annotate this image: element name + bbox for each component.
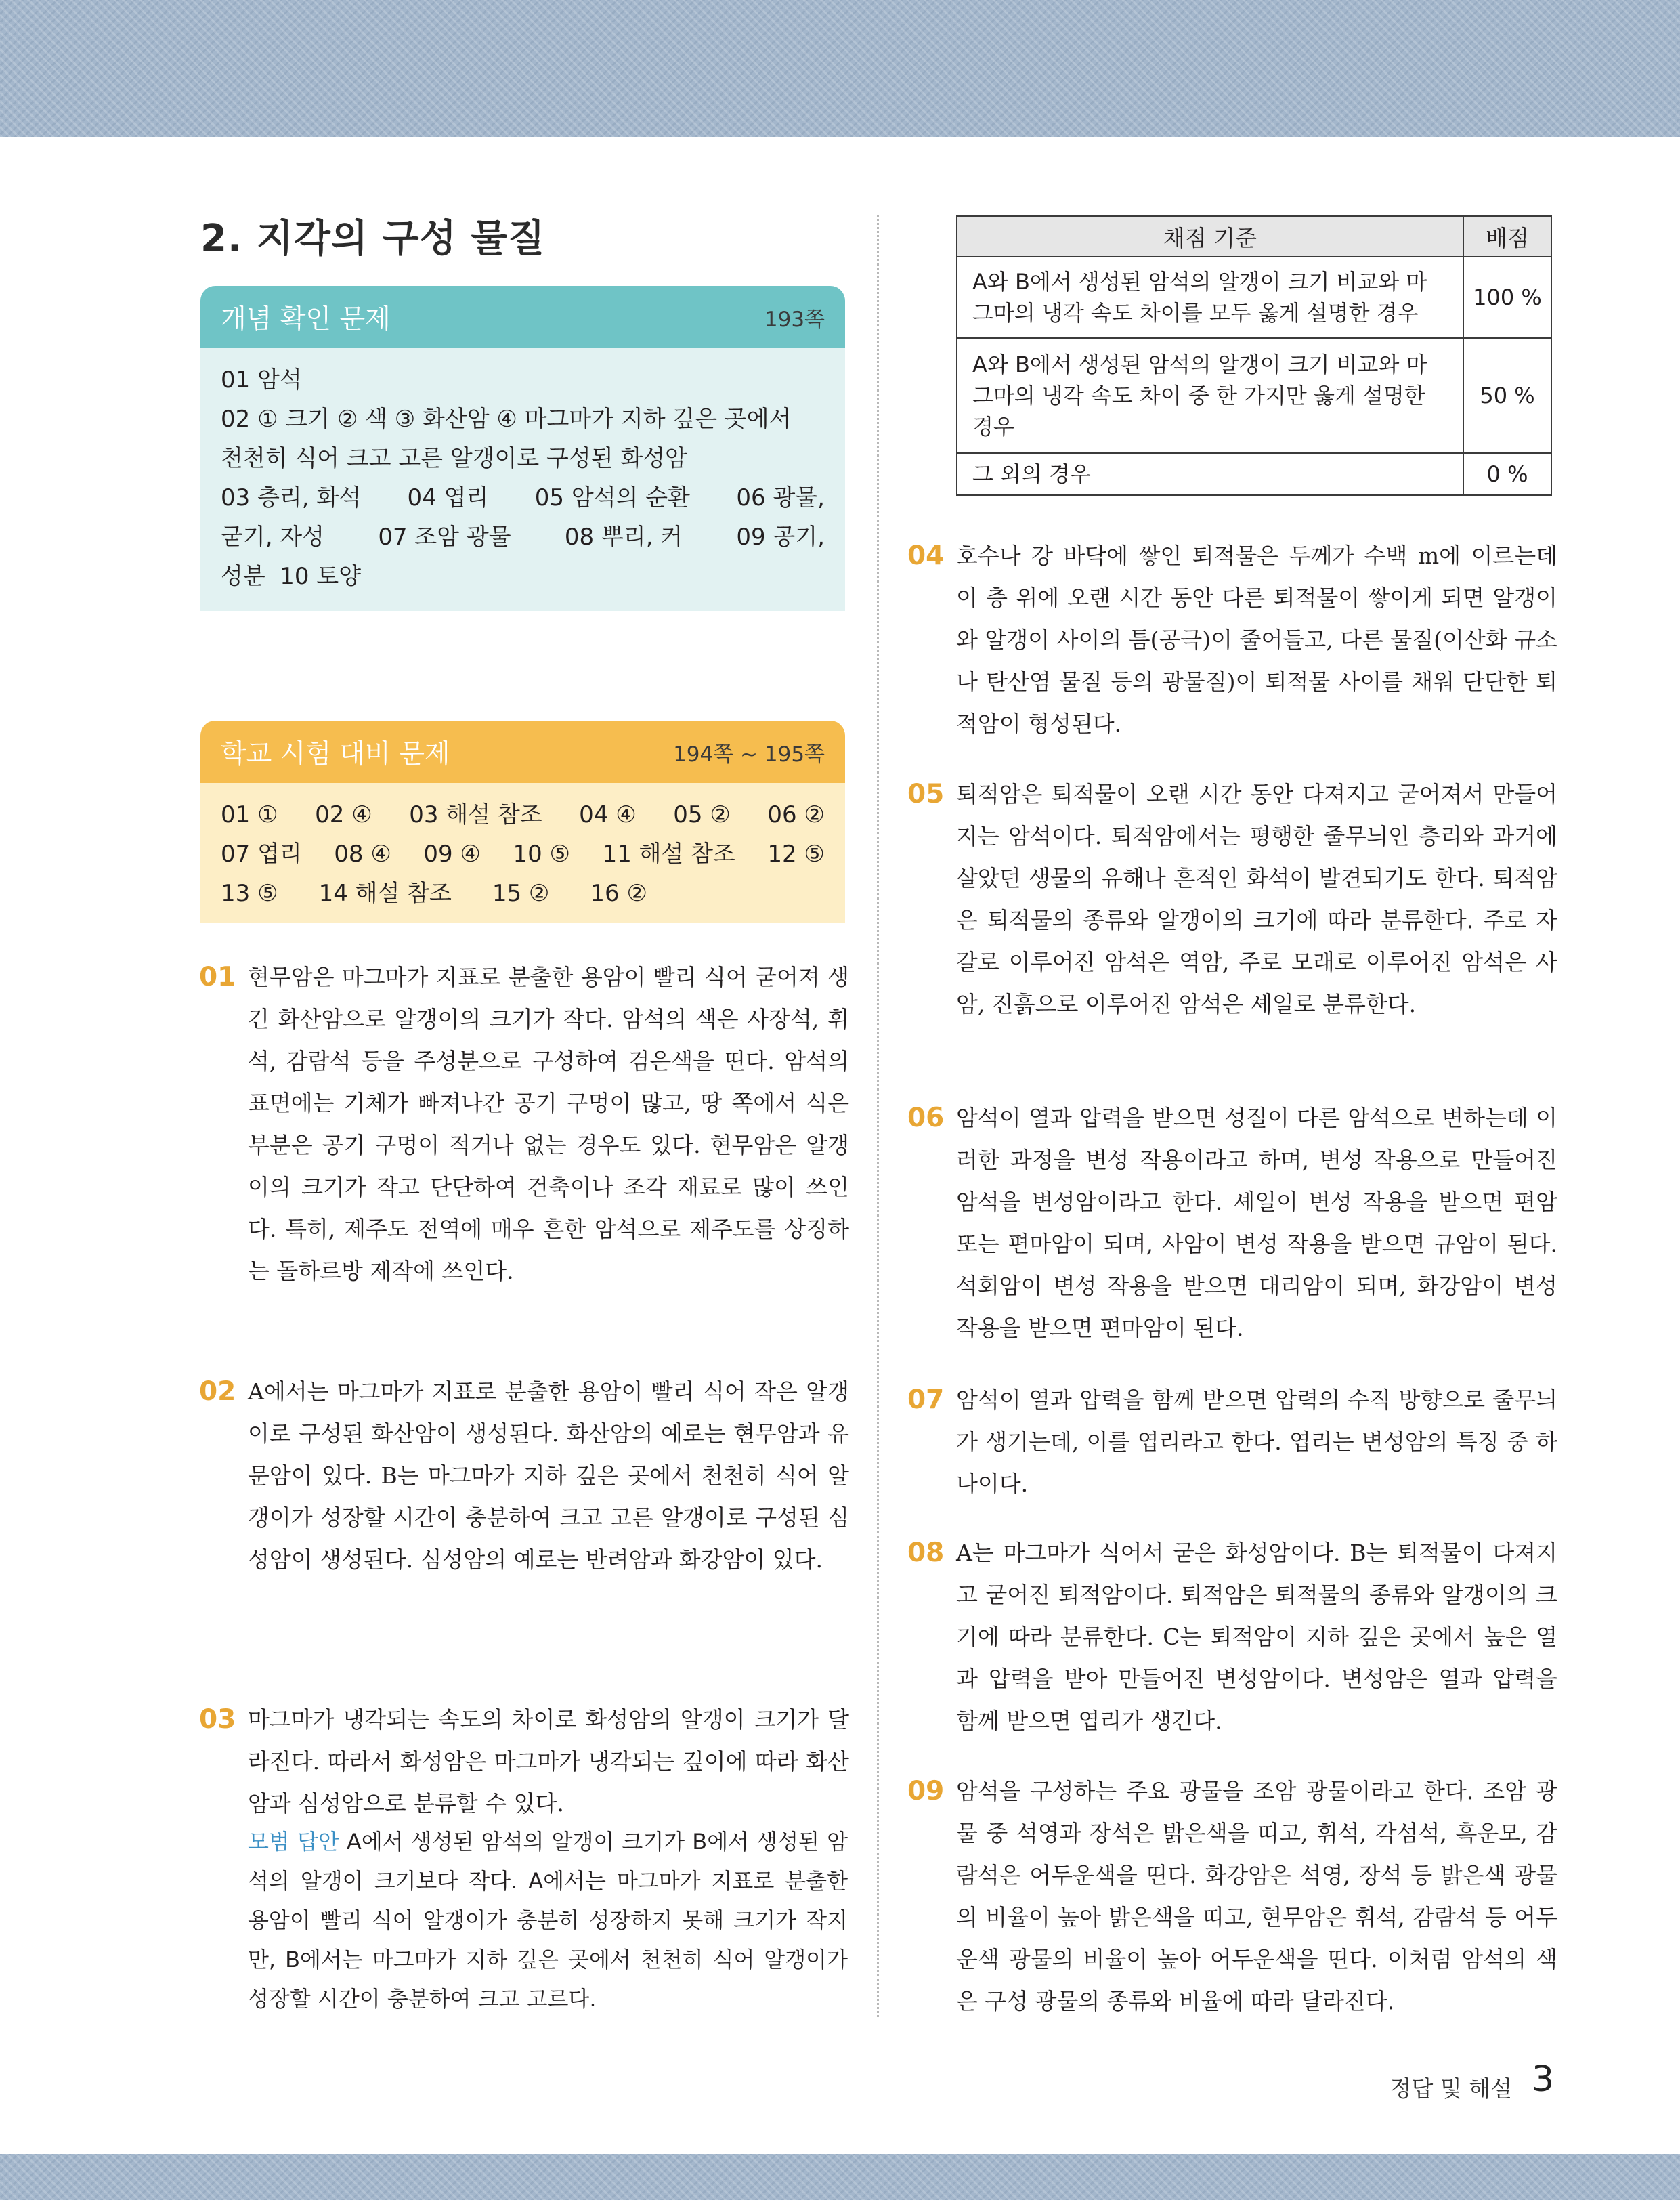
criteria-cell: A와 B에서 생성된 암석의 알갱이 크기 비교와 마그마의 냉각 속도 차이 중 한 가지만 옳게 설명한 경우: [957, 338, 1463, 453]
score-cell: 100 %: [1463, 257, 1551, 338]
concept-answer: 04 엽리: [407, 484, 489, 511]
school-answer: 08 ④: [334, 841, 391, 868]
item-number: 02: [199, 1376, 236, 1407]
concept-answer: 08 뿌리, 커: [564, 524, 683, 551]
criteria-cell: A와 B에서 생성된 암석의 알갱이 크기 비교와 마그마의 냉각 속도 차이를 모두 옳게 설명한 경우: [957, 257, 1463, 338]
item-text: 현무암은 마그마가 지표로 분출한 용암이 빨리 식어 굳어져 생긴 화산암으로 알갱이의 크기가 작다. 암석의 색은 사장석, 휘석, 감람석 등을 주성분으로 구성하여 검은색을 띤다. 암석의 표면에는 기체가 빠져나간 공기 구멍이 많고, 땅 쪽에서 식은 부분은 공기 구멍이 적거나 없는 경우도 있다. 현무암은 알갱이의 크기가 작고 단단하여 건축이나 조각 재료로 많이 쓰인다. 특히, 제주도 전역에 매우 흔한 암석으로 제주도를 상징하는 돌하르방 제작에 쓰인다.: [248, 964, 849, 1284]
school-box-body: [200, 783, 845, 923]
item-text: A에서는 마그마가 지표로 분출한 용암이 빨리 식어 작은 알갱이로 구성된 화산암이 생성된다. 화산암의 예로는 현무암과 유문암이 있다. B는 마그마가 지하 깊은 곳에서 천천히 식어 알갱이가 성장할 시간이 충분하여 크고 고른 알갱이로 구성된 심성암이 생성된다. 심성암의 예로는 반려암과 화강암이 있다.: [248, 1378, 849, 1573]
school-box-page: 194쪽 ~ 195쪽: [673, 742, 825, 767]
concept-box-header: [200, 286, 845, 348]
bottom-decor-band: [0, 2154, 1680, 2200]
concept-answer: 09 공기,: [736, 524, 825, 551]
concept-line: 성분 10 토양: [221, 563, 362, 590]
item-number: 08: [907, 1538, 945, 1568]
school-answer: 13 ⑤: [221, 880, 278, 907]
item-text: 마그마가 냉각되는 속도의 차이로 화성암의 알갱이 크기가 달라진다. 따라서 화성암은 마그마가 냉각되는 깊이에 따라 화산암과 심성암으로 분류할 수 있다.: [248, 1706, 849, 1817]
school-answer: 12 ⑤: [767, 841, 825, 868]
page-number: 3: [1532, 2059, 1555, 2100]
concept-answer: 05 암석의 순환: [534, 484, 690, 511]
school-box-title: 학교 시험 대비 문제: [221, 739, 450, 769]
criteria-cell: 그 외의 경우: [957, 453, 1463, 495]
school-answer: 15 ②: [492, 880, 550, 907]
table-header: 배점: [1463, 216, 1551, 257]
concept-answer: 07 조암 광물: [378, 524, 511, 551]
model-answer-label: 모범 답안: [248, 1829, 339, 1855]
item-number: 03: [199, 1704, 236, 1735]
item-text: 호수나 강 바닥에 쌓인 퇴적물은 두께가 수백 m에 이르는데 이 층 위에 오랜 시간 동안 다른 퇴적물이 쌓이게 되면 알갱이와 알갱이 사이의 틈(공극)이 줄어들고, 다른 물질(이산화 규소나 탄산염 물질 등의 광물질)이 퇴적물 사이를 채워 단단한 퇴적암이 형성된다.: [956, 543, 1557, 737]
score-cell: 50 %: [1463, 338, 1551, 453]
school-answer: 06 ②: [767, 801, 825, 828]
school-row: [221, 834, 825, 874]
concept-line: 천천히 식어 크고 고른 알갱이로 구성된 화성암: [221, 445, 687, 472]
school-answer: 09 ④: [423, 841, 481, 868]
school-answer: 03 해설 참조: [409, 801, 542, 828]
table-header-row: [957, 216, 1551, 257]
item-text: A는 마그마가 식어서 굳은 화성암이다. B는 퇴적물이 다져지고 굳어진 퇴적암이다. 퇴적암은 퇴적물의 종류와 알갱이의 크기에 따라 분류한다. C는 퇴적암이 지하 깊은 곳에서 높은 열과 압력을 받아 만들어진 변성암이다. 변성암은 열과 압력을 함께 받으면 엽리가 생긴다.: [956, 1540, 1557, 1734]
item-text: 암석이 열과 압력을 받으면 성질이 다른 암석으로 변하는데 이러한 과정을 변성 작용이라고 하며, 변성 작용으로 만들어진 암석을 변성암이라고 한다. 셰일이 변성 작용을 받으면 편암 또는 편마암이 되며, 사암이 변성 작용을 받으면 규암이 된다. 석회암이 변성 작용을 받으면 대리암이 되며, 화강암이 변성 작용을 받으면 편마암이 된다.: [956, 1105, 1557, 1341]
school-answer: 10 ⑤: [513, 841, 571, 868]
concept-box-body: [200, 348, 845, 611]
concept-line: 02 ① 크기 ② 색 ③ 화산암 ④ 마그마가 지하 깊은 곳에서: [221, 406, 792, 433]
table-row: [957, 257, 1551, 338]
concept-row: [221, 478, 825, 517]
item-text: 암석을 구성하는 주요 광물을 조암 광물이라고 한다. 조암 광물 중 석영과 장석은 밝은색을 띠고, 휘석, 각섬석, 흑운모, 감람석은 어두운색을 띤다. 화강암은 석영, 장석 등 밝은색 광물의 비율이 높아 밝은색을 띠고, 현무암은 휘석, 감람석 등 어두운색 광물의 비율이 높아 어두운색을 띤다. 이처럼 암석의 색은 구성 광물의 종류와 비율에 따라 달라진다.: [956, 1778, 1557, 2014]
footer-label: 정답 및 해설: [1390, 2075, 1512, 2102]
model-answer: [248, 1822, 848, 2018]
concept-box-page: 193쪽: [764, 307, 825, 332]
concept-answer: 굳기, 자성: [221, 524, 324, 551]
concept-answer: 03 층리, 화석: [221, 484, 362, 511]
item-number: 07: [907, 1384, 945, 1415]
item-number: 05: [907, 779, 945, 809]
school-answer: 11 해설 참조: [602, 841, 735, 868]
item-number: 06: [907, 1103, 945, 1133]
school-answer: 16 ②: [590, 880, 647, 907]
school-answer: 05 ②: [673, 801, 731, 828]
concept-answer: 06 광물,: [736, 484, 825, 511]
table-row: [957, 453, 1551, 495]
school-row: [221, 874, 825, 913]
item-number: 09: [907, 1776, 945, 1806]
school-row: [221, 795, 825, 834]
item-text: 퇴적암은 퇴적물이 오랜 시간 동안 다져지고 굳어져서 만들어지는 암석이다. 퇴적암에서는 평행한 줄무늬인 층리와 과거에 살았던 생물의 유해나 흔적인 화석이 발견되기도 한다. 퇴적암은 퇴적물의 종류와 알갱이의 크기에 따라 분류한다. 주로 자갈로 이루어진 암석은 역암, 주로 모래로 이루어진 암석은 사암, 진흙으로 이루어진 암석은 셰일로 분류한다.: [956, 781, 1557, 1017]
score-cell: 0 %: [1463, 453, 1551, 495]
concept-row: [221, 517, 825, 557]
school-answer: 02 ④: [315, 801, 372, 828]
item-number: 01: [199, 962, 236, 992]
concept-check-box: [200, 286, 845, 611]
model-answer-text: A에서 생성된 암석의 알갱이 크기가 B에서 생성된 암석의 알갱이 크기보다 작다. A에서는 마그마가 지표로 분출한 용암이 빨리 식어 알갱이가 충분히 성장하지 못해 크기가 작지만, B에서는 마그마가 지하 깊은 곳에서 천천히 식어 알갱이가 성장할 시간이 충분하여 크고 고르다.: [248, 1829, 848, 2012]
table-row: [957, 338, 1551, 453]
column-divider: [877, 215, 879, 2017]
section-title: 2. 지각의 구성 물질: [200, 217, 546, 261]
school-answer: 01 ①: [221, 801, 278, 828]
item-text: 암석이 열과 압력을 함께 받으면 압력의 수직 방향으로 줄무늬가 생기는데, 이를 엽리라고 한다. 엽리는 변성암의 특징 중 하나이다.: [956, 1387, 1557, 1497]
concept-box-title: 개념 확인 문제: [221, 304, 391, 335]
school-box-header: [200, 721, 845, 783]
concept-line: 01 암석: [221, 366, 302, 394]
item-number: 04: [907, 541, 945, 571]
school-exam-box: [200, 721, 845, 923]
top-decor-band: [0, 0, 1680, 137]
school-answer: 14 해설 참조: [318, 880, 452, 907]
table-header: 채점 기준: [957, 216, 1463, 257]
scoring-table: [956, 215, 1552, 496]
school-answer: 07 엽리: [221, 841, 302, 868]
school-answer: 04 ④: [579, 801, 637, 828]
